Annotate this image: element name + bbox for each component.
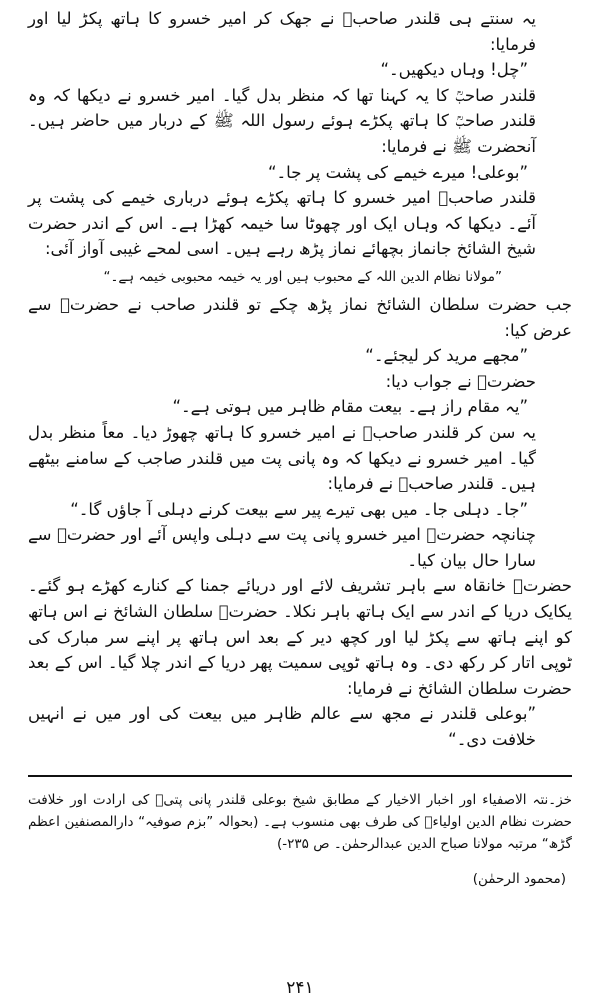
footnote-text: خز۔نتہ الاصفیاء اور اخبار الاخیار کے مطابق شیخ بوعلی قلندر پانی پتیؒ کی ارادت اور خلافت حضرت نظام الدین اولیاءؒ کی طرف بھی منسوب ہے۔ (بحوالہ ”بزم صوفیہ“ دارالمصنفین اعظم گڑھ“ مرتبہ مولانا صباح الدین عبدالرحمٰن۔ ص ۲۳۵-)	[28, 791, 572, 852]
paragraph-11: یہ سن کر قلندر صاحبؒ نے امیر خسرو کا ہاتھ چھوڑ دیا۔ معاً منظر بدل گیا۔ امیر خسرو نے دیکھا کہ وہ پانی پت میں قلندر صاجب کے سامنے بیٹھے ہیں۔ قلندر صاحبؒ نے فرمایا:	[28, 422, 536, 494]
page-number: ۲۴۱	[286, 978, 314, 998]
footnote	[28, 789, 572, 855]
paragraph-2: ”چل! وہاں دیکھیں۔“	[380, 60, 528, 80]
paragraph-8: ”مجھے مرید کر لیجئے۔“	[365, 346, 528, 366]
paragraph-12: ”جا۔ دہلی جا۔ میں بھی تیرے پیر سے بیعت کرنے دہلی آ جاؤں گا۔“	[70, 499, 528, 519]
paragraph-15: ”بوعلی قلندر نے مجھ سے عالم ظاہر میں بیعت کی اور میں نے انہیں خلافت دی۔“	[28, 704, 536, 750]
paragraph-9: حضرتؒ نے جواب دیا:	[385, 371, 536, 391]
main-text	[28, 6, 572, 753]
footnote-divider	[28, 775, 572, 777]
paragraph-10: ”یہ مقام راز ہے۔ بیعت مقام ظاہر میں ہوتی ہے۔“	[172, 397, 528, 417]
paragraph-4: ”بوعلی! میرے خیمے کی پشت پر جا۔“	[267, 162, 528, 182]
paragraph-5: قلندر صاحبؒ امیر خسرو کا ہاتھ پکڑے ہوئے درباری خیمے کی پشت پر آئے۔ دیکھا کہ وہاں ایک اور چھوٹا سا خیمہ کھڑا ہے۔ اس کے اندر حضرت شیخ الشائخ جانماز بچھائے نماز پڑھ رہے ہیں۔ اسی لمحے غیبی آواز آئی:	[28, 188, 536, 259]
paragraph-14: حضرتؒ خانقاہ سے باہر تشریف لائے اور دریائے جمنا کے کنارے کھڑے ہو گئے۔ یکایک دریا کے اندر سے ایک ہاتھ باہر نکلا۔ حضرتؒ سلطان الشائخ نے اس ہاتھ کو اپنے ہاتھ سے پکڑ لیا اور کچھ دیر کے بعد اس ہاتھ پر اپنے سر مبارک کی ٹوپی اتار کر رکھ دی۔ وہ ہاتھ ٹوپی سمیت پھر دریا کے اندر چلا گیا۔ اس کے بعد حضرت سلطان الشائخ نے فرمایا:	[28, 576, 572, 698]
paragraph-13: چنانچہ حضرتؒ امیر خسرو پانی پت سے دہلی واپس آئے اور حضرتؒ سے سارا حال بیان کیا۔	[28, 525, 536, 570]
paragraph-3: قلندر صاحبؒ کا یہ کہنا تھا کہ منظر بدل گیا۔ امیر خسرو نے دیکھا کہ وہ قلندر صاحبؒ کا ہاتھ پکڑے ہوئے رسول اللہ ﷺ کے دربار میں حاضر ہیں۔ آنحضرت ﷺ نے فرمایا:	[28, 85, 536, 156]
paragraph-1: یہ سنتے ہی قلندر صاحبؒ نے جھک کر امیر خسرو کا ہاتھ پکڑ لیا اور فرمایا:	[28, 9, 536, 54]
author-signature: (محمود الرحمٰن)	[472, 870, 566, 887]
paragraph-6: ”مولانا نظام الدین اللہ کے محبوب ہیں اور یہ خیمہ محبوبی خیمہ ہے۔“	[103, 268, 502, 285]
paragraph-7: جب حضرت سلطان الشائخ نماز پڑھ چکے تو قلندر صاحب نے حضرتؒ سے عرض کیا:	[28, 294, 572, 340]
